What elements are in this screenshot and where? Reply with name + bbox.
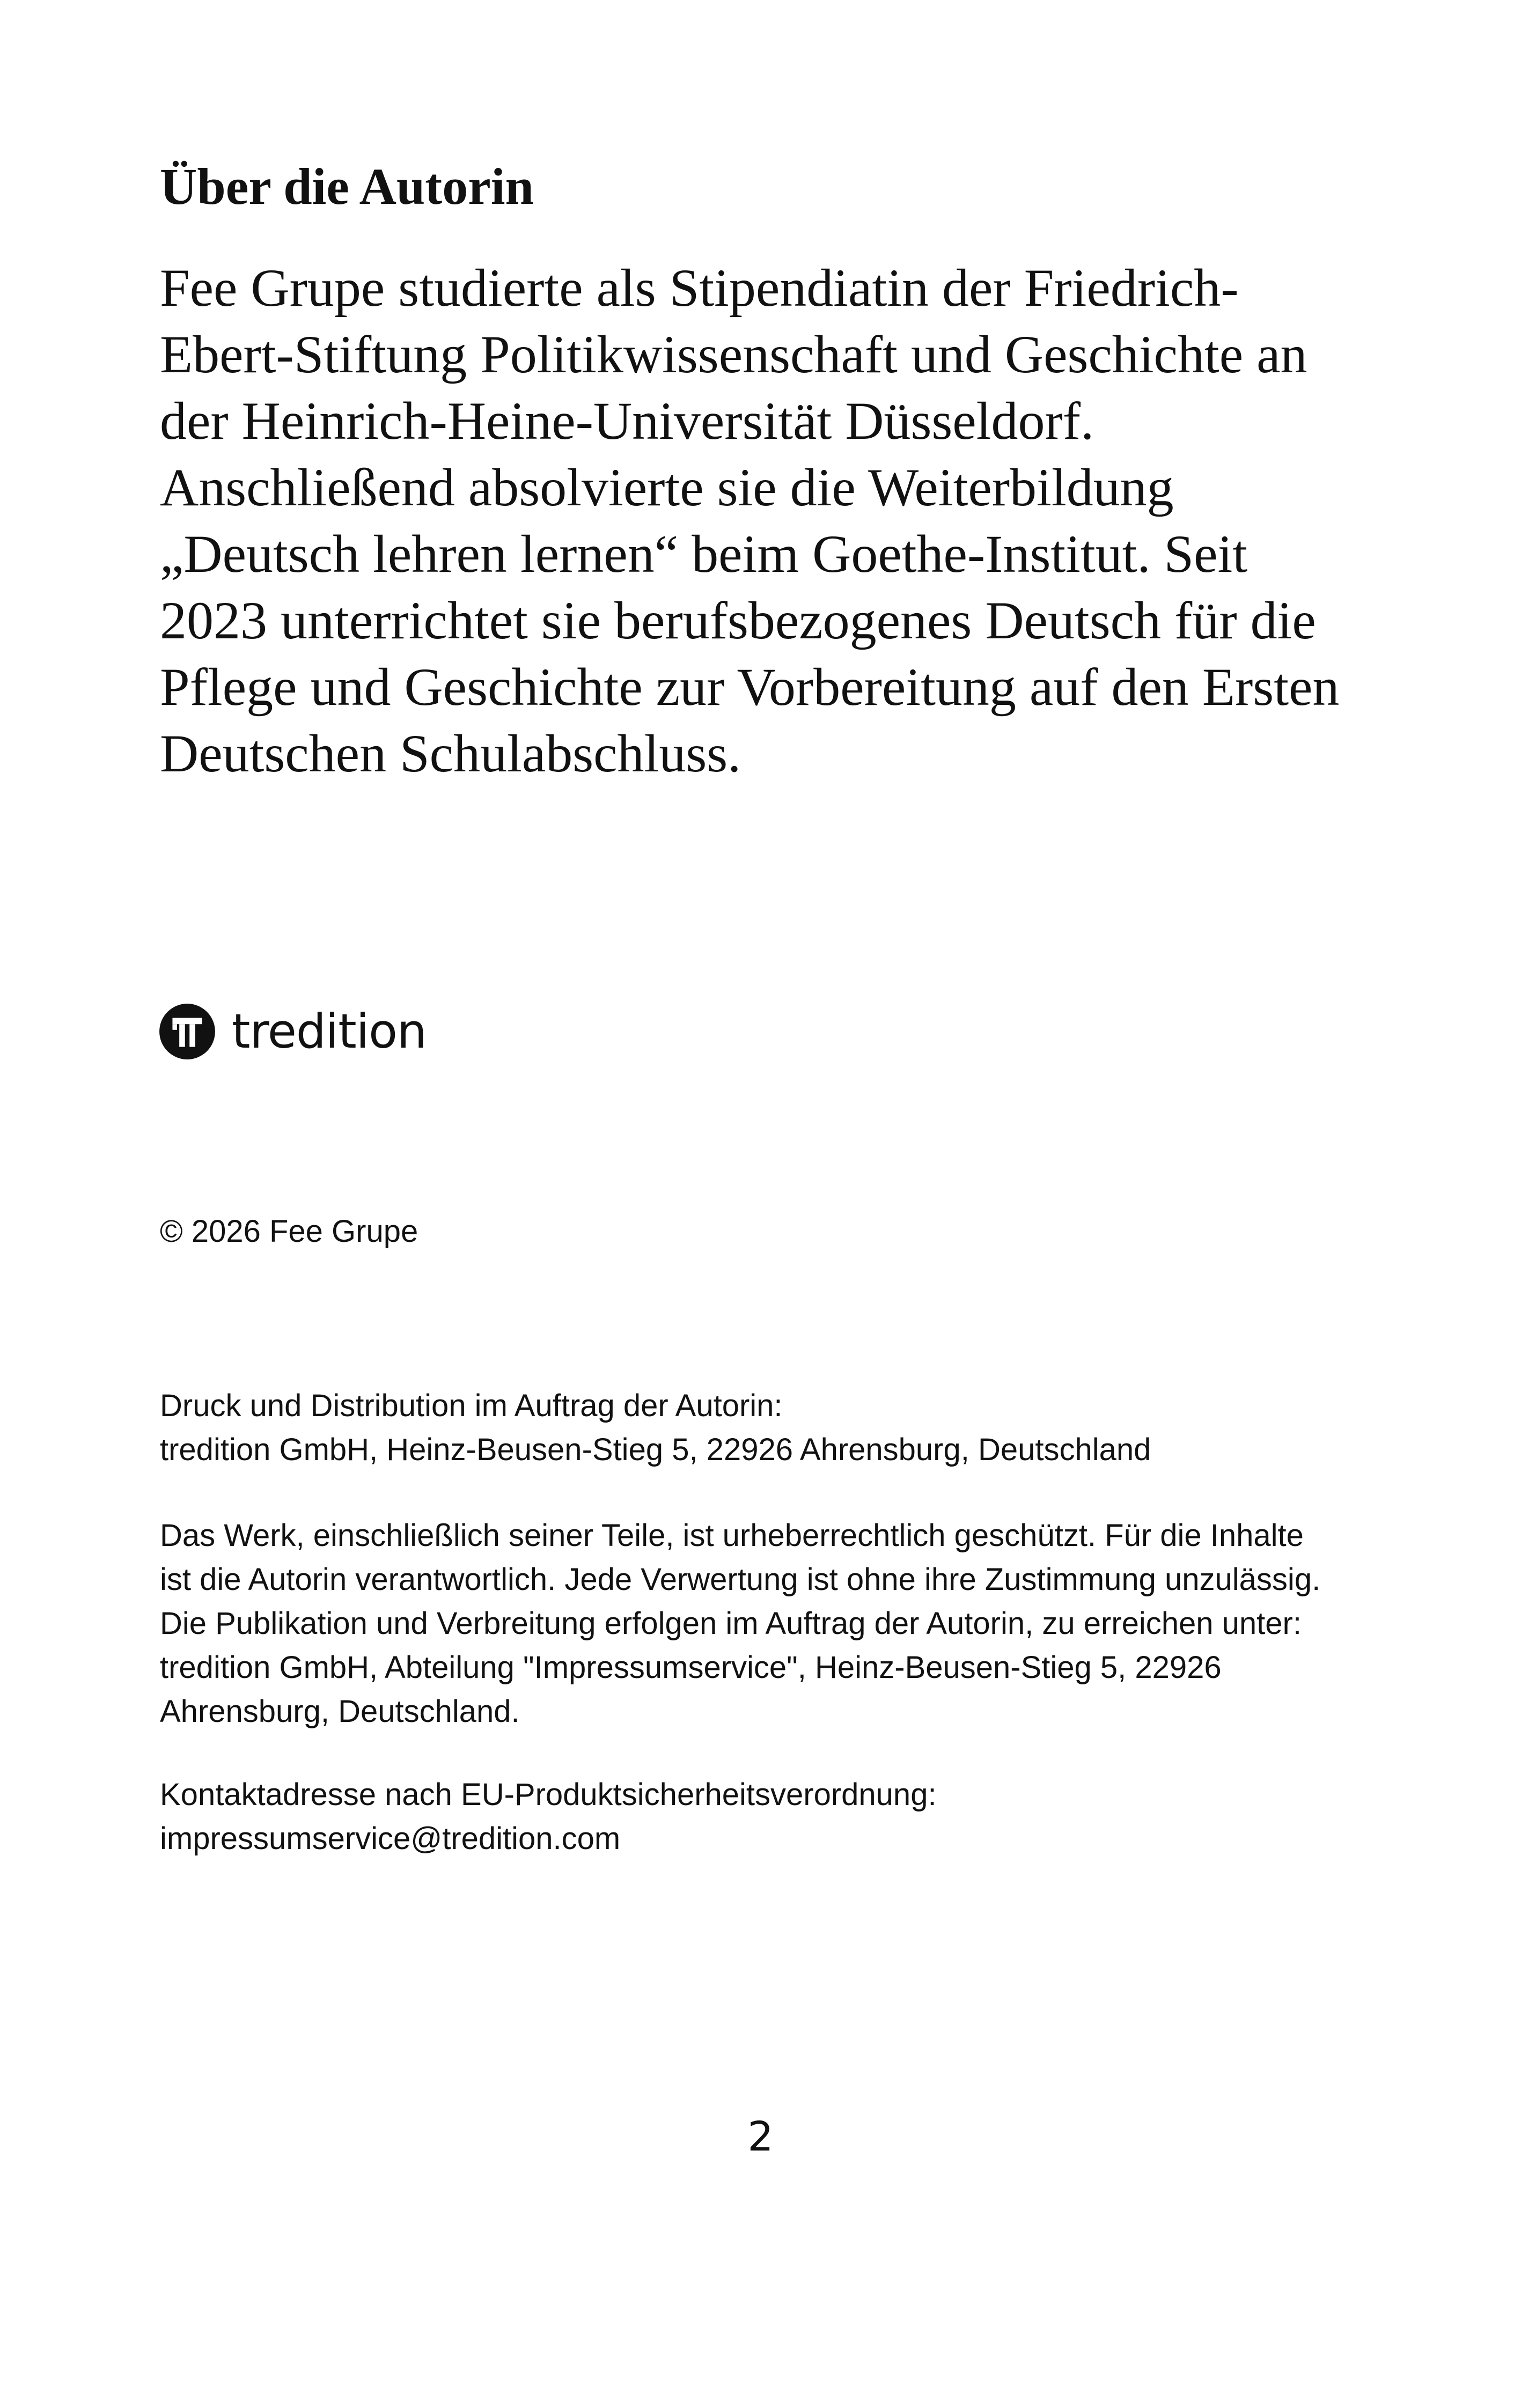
page-number: 2	[747, 2112, 774, 2160]
distribution-line: Druck und Distribution im Auftrag der Autorin:	[160, 1388, 783, 1423]
author-bio	[160, 255, 1339, 787]
author-bio-line: 2023 unterrichtet sie berufsbezogenes Deutsch für die	[160, 591, 1316, 650]
copyright-text: © 2026 Fee Grupe	[160, 1214, 418, 1249]
author-bio-line: Ebert-Stiftung Politikwissenschaft und Geschichte an	[160, 325, 1307, 384]
rights-line: Das Werk, einschließlich seiner Teile, ist urheberrechtlich geschützt. Für die Inhalte	[160, 1518, 1304, 1553]
tredition-logo-icon	[159, 1003, 216, 1060]
distribution-block	[160, 1384, 1151, 1472]
rights-line: tredition GmbH, Abteilung "Impressumservice", Heinz-Beusen-Stieg 5, 22926	[160, 1650, 1222, 1685]
author-bio-line: Fee Grupe studierte als Stipendiatin der Friedrich-	[160, 258, 1239, 318]
about-author-heading: Über die Autorin	[160, 158, 534, 215]
contact-line: Kontaktadresse nach EU-Produktsicherheitsverordnung:	[160, 1777, 937, 1812]
author-bio-line: Deutschen Schulabschluss.	[160, 724, 741, 783]
author-bio-line: Anschließend absolvierte sie die Weiterbildung	[160, 458, 1174, 517]
author-bio-line: der Heinrich-Heine-Universität Düsseldorf.	[160, 391, 1094, 451]
publisher-logo	[159, 1002, 427, 1061]
copyright-notice	[160, 1210, 418, 1254]
contact-block	[160, 1773, 937, 1861]
rights-line: Die Publikation und Verbreitung erfolgen im Auftrag der Autorin, zu erreichen unter:	[160, 1606, 1302, 1641]
distribution-line: tredition GmbH, Heinz-Beusen-Stieg 5, 22926 Ahrensburg, Deutschland	[160, 1432, 1151, 1467]
rights-line: Ahrensburg, Deutschland.	[160, 1694, 520, 1729]
contact-email: impressumservice@tredition.com	[160, 1821, 621, 1856]
publisher-logo-text: tredition	[232, 1004, 427, 1059]
author-bio-line: „Deutsch lehren lernen“ beim Goethe-Institut. Seit	[160, 524, 1248, 584]
rights-block	[160, 1514, 1320, 1734]
rights-line: ist die Autorin verantwortlich. Jede Verwertung ist ohne ihre Zustimmung unzulässig.	[160, 1562, 1321, 1597]
author-bio-line: Pflege und Geschichte zur Vorbereitung auf den Ersten	[160, 657, 1340, 717]
